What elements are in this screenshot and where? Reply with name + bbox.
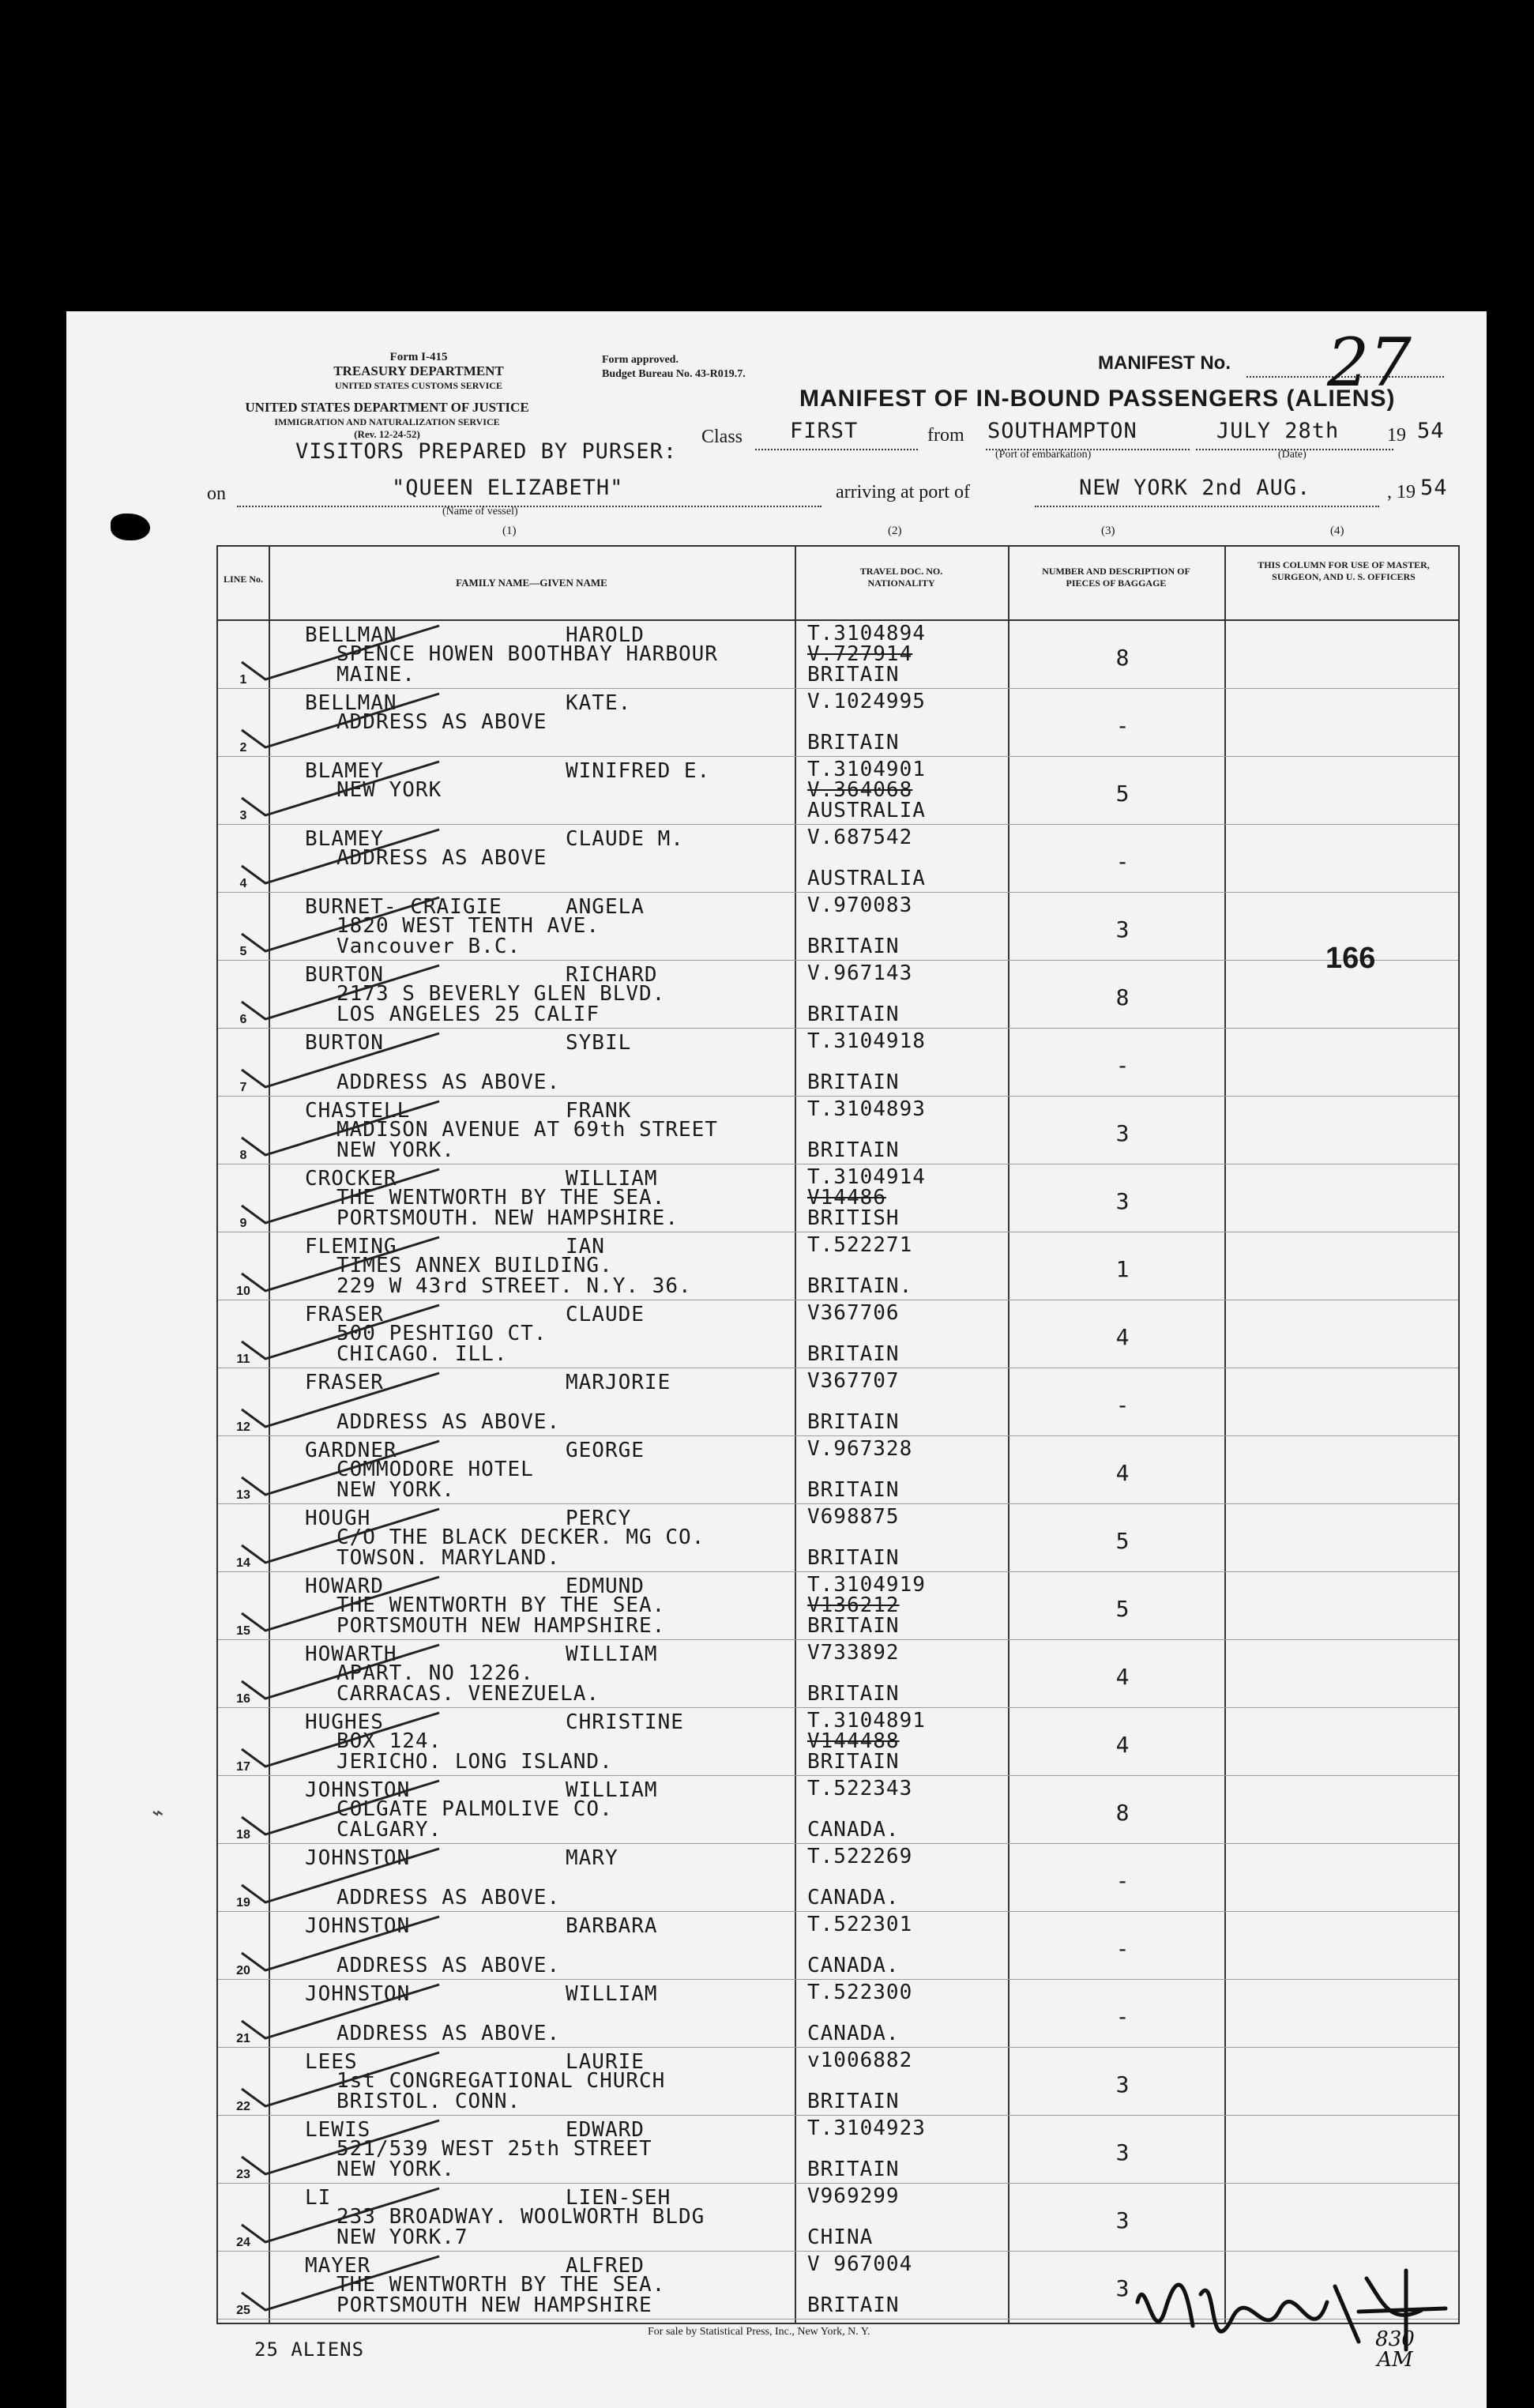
given-name: IAN	[566, 1235, 605, 1259]
baggage-count: -	[1115, 1936, 1130, 1962]
address-line-1: THE WENTWORTH BY THE SEA.	[337, 1593, 666, 1617]
travel-doc-number: T.3104914	[807, 1165, 926, 1189]
address-line-2: BRISTOL. CONN.	[337, 2090, 521, 2113]
travel-doc-number: T.3104901	[807, 758, 926, 781]
column-number: (2)	[888, 525, 902, 537]
family-name: MAYER	[305, 2254, 371, 2278]
address-line-1: TIMES ANNEX BUILDING.	[337, 1254, 613, 1277]
address-line-2: ADDRESS AS ABOVE.	[337, 1070, 561, 1094]
port-of-embarkation: SOUTHAMPTON	[987, 419, 1137, 443]
given-name: KATE.	[566, 691, 632, 715]
nationality: CANADA.	[807, 1886, 900, 1909]
travel-doc-number: v1006882	[807, 2049, 913, 2072]
address-line-1: NEW YORK	[337, 778, 442, 802]
table-row	[218, 1572, 1458, 1640]
check-mark	[234, 1093, 645, 1164]
vessel-label: (Name of vessel)	[442, 506, 518, 517]
given-name: MARY	[566, 1846, 618, 1870]
address-line-2: TOWSON. MARYLAND.	[337, 1546, 561, 1570]
baggage-count: 5	[1115, 781, 1130, 807]
travel-doc-number: V367707	[807, 1369, 900, 1393]
check-mark	[234, 686, 645, 757]
arrival-port-date: NEW YORK 2nd AUG.	[1079, 476, 1311, 500]
line-number: 20	[236, 1964, 250, 1977]
line-number: 12	[236, 1420, 250, 1434]
given-name: MARJORIE	[566, 1371, 671, 1394]
table-row	[218, 1504, 1458, 1572]
travel-doc-struck: V.727914	[807, 642, 913, 666]
table-row	[218, 1776, 1458, 1844]
table-row	[218, 1300, 1458, 1368]
line-number: 14	[236, 1556, 250, 1570]
address-line-1: THE WENTWORTH BY THE SEA.	[337, 2273, 666, 2297]
line-number: 9	[239, 1217, 247, 1230]
arrival-year-prefix: , 19	[1387, 482, 1416, 502]
given-name: BARBARA	[566, 1914, 658, 1938]
baggage-count: 3	[1115, 916, 1130, 943]
line-number: 18	[236, 1828, 250, 1842]
nationality: BRITAIN	[807, 1614, 900, 1638]
table-row	[218, 1232, 1458, 1300]
given-name: WINIFRED E.	[566, 759, 711, 783]
family-name: FRASER	[305, 1371, 384, 1394]
address-line-1: ADDRESS AS ABOVE	[337, 846, 547, 870]
class-label: Class	[701, 427, 743, 447]
budget-bureau: Budget Bureau No. 43-R019.7.	[602, 368, 746, 380]
travel-doc-number: T.3104923	[807, 2116, 926, 2140]
baggage-count: 4	[1115, 1460, 1130, 1486]
given-name: CHRISTINE	[566, 1710, 684, 1734]
travel-doc-number: T.3104894	[807, 622, 926, 645]
address-line-2: MAINE.	[337, 663, 415, 687]
family-name: BELLMAN	[305, 691, 397, 715]
line-number: 13	[236, 1488, 250, 1502]
table-row	[218, 1708, 1458, 1776]
class-line	[755, 449, 918, 450]
check-mark	[234, 958, 645, 1029]
baggage-count: 3	[1115, 1120, 1130, 1146]
travel-doc-number: T.3104893	[807, 1097, 926, 1121]
nationality: BRITAIN	[807, 935, 900, 958]
family-name: HOWARTH	[305, 1642, 397, 1666]
check-mark	[234, 1909, 645, 1980]
nationality: CANADA.	[807, 1954, 900, 1977]
header-name: FAMILY NAME—GIVEN NAME	[456, 577, 607, 589]
nationality: BRITAIN	[807, 1682, 900, 1706]
travel-doc-number: T.522301	[807, 1913, 913, 1936]
nationality: BRITAIN	[807, 1003, 900, 1026]
line-number: 6	[239, 1013, 247, 1026]
arriving-label: arriving at port of	[836, 482, 970, 502]
address-line-2: NEW YORK.7	[337, 2226, 468, 2249]
address-line-2: ADDRESS AS ABOVE.	[337, 1954, 561, 1977]
family-name: HOWARD	[305, 1575, 384, 1598]
line-number: 16	[236, 1692, 250, 1706]
check-mark	[234, 1297, 645, 1368]
line-number: 8	[239, 1149, 247, 1162]
check-mark	[234, 2248, 645, 2320]
binding-mark	[111, 514, 150, 540]
family-name: JOHNSTON	[305, 1914, 411, 1938]
nationality: BRITAIN	[807, 1342, 900, 1366]
address-line-2: CALGARY.	[337, 1818, 442, 1842]
justice-department: UNITED STATES DEPARTMENT OF JUSTICE	[245, 400, 529, 415]
travel-doc-number: T.522300	[807, 1981, 913, 2004]
line-number: 17	[236, 1760, 250, 1774]
table-row	[218, 689, 1458, 757]
family-name: BLAMEY	[305, 759, 384, 783]
address-line-2: 229 W 43rd STREET. N.Y. 36.	[337, 1274, 692, 1298]
baggage-count: 5	[1115, 1596, 1130, 1622]
nationality: BRITAIN	[807, 2090, 900, 2113]
nationality: BRITAIN	[807, 1750, 900, 1774]
nationality: BRITAIN	[807, 1546, 900, 1570]
family-name: LEWIS	[305, 2118, 371, 2142]
class-value: FIRST	[790, 419, 859, 443]
check-mark	[234, 1705, 645, 1776]
line-number: 22	[236, 2100, 250, 2113]
travel-doc-number: V.967143	[807, 961, 913, 985]
check-mark	[234, 1365, 645, 1436]
family-name: CROCKER	[305, 1167, 397, 1191]
signature-code: 830 AM	[1375, 2327, 1415, 2372]
check-mark	[234, 1433, 645, 1504]
address-line-1: C/O THE BLACK DECKER. MG CO.	[337, 1526, 705, 1549]
travel-doc-number: T.3104918	[807, 1029, 926, 1053]
baggage-count: -	[1115, 713, 1130, 739]
vessel-line	[237, 506, 822, 507]
header-officers: THIS COLUMN FOR USE OF MASTER, SURGEON, AND U. S. OFFICERS	[1258, 559, 1430, 582]
check-mark	[234, 1773, 645, 1844]
baggage-count: 3	[1115, 2071, 1130, 2098]
nationality: BRITAIN	[807, 731, 900, 754]
check-mark	[234, 1977, 645, 2048]
given-name: WILLIAM	[566, 1982, 658, 2006]
address-line-1: 233 BROADWAY. WOOLWORTH BLDG	[337, 2205, 705, 2229]
line-number: 3	[239, 809, 247, 822]
given-name: SYBIL	[566, 1031, 632, 1055]
arrival-line	[1035, 506, 1379, 507]
check-mark	[234, 822, 645, 893]
family-name: LEES	[305, 2050, 358, 2074]
check-mark	[234, 2113, 645, 2184]
nationality: CHINA	[807, 2226, 874, 2249]
from-label: from	[927, 425, 964, 446]
address-line-1: MADISON AVENUE AT 69th STREET	[337, 1118, 718, 1142]
address-line-2: ADDRESS AS ABOVE.	[337, 2022, 561, 2045]
family-name: HOUGH	[305, 1507, 371, 1530]
embarkation-year: 54	[1417, 419, 1445, 443]
arrival-year: 54	[1420, 476, 1448, 500]
baggage-count: -	[1115, 1392, 1130, 1418]
table-row	[218, 1164, 1458, 1232]
nationality: AUSTRALIA	[807, 867, 926, 890]
table-row	[218, 825, 1458, 893]
address-line-1: COLGATE PALMOLIVE CO.	[337, 1797, 613, 1821]
address-line-1: APART. NO 1226.	[337, 1661, 534, 1685]
table-row	[218, 961, 1458, 1029]
check-mark	[234, 1229, 645, 1300]
given-name: CLAUDE	[566, 1303, 645, 1326]
table-row	[218, 1029, 1458, 1097]
baggage-count: 8	[1115, 645, 1130, 671]
manifest-number-label: MANIFEST No.	[1098, 352, 1231, 374]
check-mark	[234, 1501, 645, 1572]
given-name: EDMUND	[566, 1575, 645, 1598]
travel-doc-number: V.967328	[807, 1437, 913, 1461]
family-name: BURTON	[305, 1031, 384, 1055]
address-line-2: LOS ANGELES 25 CALIF	[337, 1003, 600, 1026]
nationality: BRITAIN	[807, 663, 900, 687]
address-line-2: NEW YORK.	[337, 1478, 455, 1502]
address-line-2: PORTSMOUTH NEW HAMPSHIRE.	[337, 1614, 666, 1638]
line-number: 11	[236, 1353, 250, 1366]
address-line-2: ADDRESS AS ABOVE.	[337, 1410, 561, 1434]
nationality: BRITAIN	[807, 1070, 900, 1094]
family-name: JOHNSTON	[305, 1982, 411, 2006]
nationality: CANADA.	[807, 1818, 900, 1842]
baggage-count: 3	[1115, 2207, 1130, 2233]
address-line-1: 1820 WEST TENTH AVE.	[337, 914, 600, 938]
baggage-count: -	[1115, 1052, 1130, 1078]
family-name: JOHNSTON	[305, 1778, 411, 1802]
baggage-count: 8	[1115, 1800, 1130, 1826]
travel-doc-number: V 967004	[807, 2252, 913, 2276]
table-row	[218, 1368, 1458, 1436]
nationality: BRITAIN	[807, 2293, 900, 2317]
check-mark	[234, 1025, 645, 1097]
nationality: BRITAIN	[807, 2158, 900, 2181]
line-number: 25	[236, 2304, 250, 2317]
line-number: 4	[239, 877, 247, 890]
baggage-count: -	[1115, 1868, 1130, 1894]
family-name: FLEMING	[305, 1235, 397, 1259]
officer-note: 166	[1325, 942, 1376, 975]
address-line-2: CARRACAS. VENEZUELA.	[337, 1682, 600, 1706]
travel-doc-number: V.1024995	[807, 690, 926, 713]
line-number: 21	[236, 2032, 250, 2045]
baggage-count: 4	[1115, 1732, 1130, 1758]
given-name: WILLIAM	[566, 1642, 658, 1666]
address-line-2: NEW YORK.	[337, 2158, 455, 2181]
on-label: on	[207, 483, 226, 504]
travel-doc-number: T.3104919	[807, 1573, 926, 1597]
address-line-2: Vancouver B.C.	[337, 935, 521, 958]
line-number: 24	[236, 2236, 250, 2249]
travel-doc-number: V733892	[807, 1641, 900, 1665]
manifest-number: 27	[1327, 324, 1412, 401]
given-name: LAURIE	[566, 2050, 645, 2074]
baggage-count: 5	[1115, 1528, 1130, 1554]
table-row	[218, 1844, 1458, 1912]
form-approved: Form approved.	[602, 354, 679, 366]
check-mark	[234, 2180, 645, 2252]
margin-mark: ⌁	[150, 1801, 163, 1825]
travel-doc-struck: V14486	[807, 1186, 886, 1210]
line-number: 23	[236, 2168, 250, 2181]
given-name: FRANK	[566, 1099, 632, 1123]
check-mark	[234, 754, 645, 825]
form-number: Form I-415	[389, 351, 448, 363]
table-row	[218, 1097, 1458, 1164]
line-number: 10	[236, 1285, 250, 1298]
address-line-1: BOX 124.	[337, 1729, 442, 1753]
travel-doc-struck: V136212	[807, 1593, 900, 1617]
family-name: JOHNSTON	[305, 1846, 411, 1870]
passenger-rows	[218, 621, 1458, 2323]
family-name: BURNET- CRAIGIE	[305, 895, 502, 919]
given-name: HAROLD	[566, 623, 645, 647]
family-name: BELLMAN	[305, 623, 397, 647]
check-mark	[234, 1841, 645, 1912]
address-line-1: SPENCE HOWEN BOOTHBAY HARBOUR	[337, 642, 718, 666]
treasury-department: TREASURY DEPARTMENT	[333, 363, 504, 378]
port-embarkation-label: (Port of embarkation)	[995, 449, 1092, 461]
travel-doc-number: T.522269	[807, 1845, 913, 1868]
table-row	[218, 2048, 1458, 2116]
family-name: FRASER	[305, 1303, 384, 1326]
family-name: HUGHES	[305, 1710, 384, 1734]
customs-service: UNITED STATES CUSTOMS SERVICE	[335, 380, 502, 391]
passenger-table	[216, 545, 1460, 2324]
given-name: WILLIAM	[566, 1778, 658, 1802]
table-row	[218, 621, 1458, 689]
address-line-1: 1st CONGREGATIONAL CHURCH	[337, 2069, 666, 2093]
baggage-count: 4	[1115, 1664, 1130, 1690]
table-row	[218, 1980, 1458, 2048]
baggage-count: 3	[1115, 2139, 1130, 2165]
table-row	[218, 1640, 1458, 1708]
column-number: (4)	[1330, 525, 1344, 537]
family-name: BURTON	[305, 963, 384, 987]
line-number: 1	[239, 673, 247, 687]
given-name: GEORGE	[566, 1439, 645, 1462]
travel-doc-number: V367706	[807, 1301, 900, 1325]
baggage-count: 3	[1115, 2275, 1130, 2301]
baggage-count: 3	[1115, 1188, 1130, 1214]
travel-doc-number: V698875	[807, 1505, 900, 1529]
address-line-1: THE WENTWORTH BY THE SEA.	[337, 1186, 666, 1210]
family-name: CHASTELL	[305, 1099, 411, 1123]
form-revision: (Rev. 12-24-52)	[354, 428, 420, 440]
check-mark	[234, 618, 645, 689]
header-travel-doc: TRAVEL DOC. NO. NATIONALITY	[859, 566, 943, 589]
travel-doc-number: T.522343	[807, 1777, 913, 1800]
printer-note: For sale by Statistical Press, Inc., New York, N. Y.	[648, 2326, 870, 2338]
naturalization-service: IMMIGRATION AND NATURALIZATION SERVICE	[274, 416, 500, 427]
table-row	[218, 1436, 1458, 1504]
visitors-prepared: VISITORS PREPARED BY PURSER:	[295, 439, 678, 464]
check-mark	[234, 1637, 645, 1708]
address-line-2: PORTSMOUTH NEW HAMPSHIRE	[337, 2293, 652, 2317]
column-number: (3)	[1101, 525, 1115, 537]
given-name: EDWARD	[566, 2118, 645, 2142]
check-mark	[234, 2045, 645, 2116]
vessel-name: "QUEEN ELIZABETH"	[392, 476, 624, 500]
header-baggage: NUMBER AND DESCRIPTION OF PIECES OF BAGGAGE	[1042, 566, 1190, 589]
address-line-1: 500 PESHTIGO CT.	[337, 1322, 547, 1345]
table-row	[218, 2184, 1458, 2252]
family-name: LI	[305, 2186, 332, 2210]
address-line-1: ADDRESS AS ABOVE	[337, 710, 547, 734]
year-prefix: 19	[1387, 425, 1406, 446]
line-number: 5	[239, 945, 247, 958]
address-line-2: NEW YORK.	[337, 1138, 455, 1162]
travel-doc-number: T.3104891	[807, 1709, 926, 1733]
table-row	[218, 757, 1458, 825]
given-name: LIEN-SEH	[566, 2186, 671, 2210]
nationality: BRITAIN.	[807, 1274, 913, 1298]
travel-doc-struck: V144488	[807, 1729, 900, 1753]
baggage-count: -	[1115, 2004, 1130, 2030]
nationality: AUSTRALIA	[807, 799, 926, 822]
nationality: BRITAIN	[807, 1138, 900, 1162]
given-name: ANGELA	[566, 895, 645, 919]
travel-doc-number: V969299	[807, 2184, 900, 2208]
line-number: 15	[236, 1624, 250, 1638]
address-line-1: 2173 S BEVERLY GLEN BLVD.	[337, 982, 666, 1006]
given-name: ALFRED	[566, 2254, 645, 2278]
given-name: PERCY	[566, 1507, 632, 1530]
address-line-2: PORTSMOUTH. NEW HAMPSHIRE.	[337, 1206, 679, 1230]
address-line-2: JERICHO. LONG ISLAND.	[337, 1750, 613, 1774]
address-line-2: CHICAGO. ILL.	[337, 1342, 508, 1366]
address-line-2: ADDRESS AS ABOVE.	[337, 1886, 561, 1909]
given-name: RICHARD	[566, 963, 658, 987]
family-name: BLAMEY	[305, 827, 384, 851]
line-number: 19	[236, 1896, 250, 1909]
baggage-count: 1	[1115, 1256, 1130, 1282]
nationality: CANADA.	[807, 2022, 900, 2045]
baggage-count: 4	[1115, 1324, 1130, 1350]
baggage-count: -	[1115, 848, 1130, 875]
travel-doc-struck: V.364068	[807, 778, 913, 802]
embarkation-date: JULY 28th	[1216, 419, 1340, 443]
travel-doc-number: V.687542	[807, 826, 913, 849]
aliens-total: 25 ALIENS	[254, 2338, 365, 2361]
nationality: BRITAIN	[807, 1478, 900, 1502]
travel-doc-number: T.522271	[807, 1233, 913, 1257]
table-row	[218, 1912, 1458, 1980]
line-number: 2	[239, 741, 247, 754]
table-row	[218, 893, 1458, 961]
nationality: BRITISH	[807, 1206, 900, 1230]
nationality: BRITAIN	[807, 1410, 900, 1434]
given-name: WILLIAM	[566, 1167, 658, 1191]
manifest-title: MANIFEST OF IN-BOUND PASSENGERS (ALIENS)	[799, 386, 1396, 412]
travel-doc-number: V.970083	[807, 894, 913, 917]
check-mark	[234, 890, 645, 961]
baggage-count: 8	[1115, 984, 1130, 1010]
date-label: (Date)	[1278, 449, 1307, 461]
address-line-1: 521/539 WEST 25th STREET	[337, 2137, 652, 2161]
check-mark	[234, 1569, 645, 1640]
family-name: GARDNER	[305, 1439, 397, 1462]
check-mark	[234, 1161, 645, 1232]
header-line-no: LINE No.	[223, 574, 263, 585]
line-number: 7	[239, 1081, 247, 1094]
address-line-1: COMMODORE HOTEL	[337, 1458, 534, 1481]
column-number: (1)	[502, 525, 517, 537]
table-row	[218, 2116, 1458, 2184]
given-name: CLAUDE M.	[566, 827, 684, 851]
